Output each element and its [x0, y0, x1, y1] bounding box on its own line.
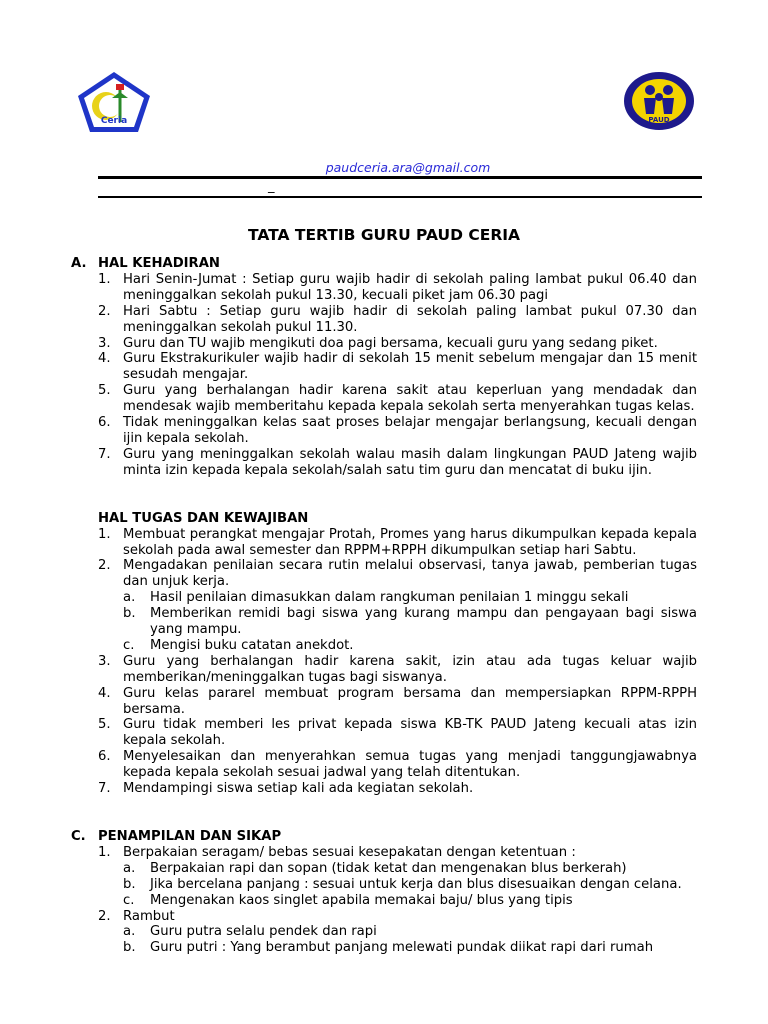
list-item — [71, 415, 697, 447]
list-item-text: Menyelesaikan dan menyerahkan semua tugas yang menjadi tanggungjawabnya kepada kepala sekolah sesuai jadwal yang telah ditentukan. — [123, 749, 697, 781]
document-body — [71, 256, 697, 956]
list-item-text: Guru yang berhalangan hadir karena sakit, izin atau ada tugas keluar wajib memberikan/meninggalkan tugas bagi siswanya. — [123, 653, 697, 685]
header-rule-bottom — [98, 196, 702, 198]
list-item-number: 3. — [98, 335, 111, 351]
list-item — [71, 304, 697, 336]
list-item-number: 7. — [98, 446, 111, 462]
list-item — [71, 909, 697, 925]
section-letter: A. — [71, 256, 87, 271]
sub-list-item-text: Memberikan remidi bagi siswa yang kurang mampu dan pengayaan bagi siswa yang mampu. — [150, 606, 697, 638]
paud-logo-right — [622, 70, 696, 132]
sub-list-item-letter: c. — [123, 637, 135, 653]
list-item-number: 5. — [98, 717, 111, 733]
sub-list-item — [71, 877, 697, 893]
sub-list-item-letter: a. — [123, 860, 136, 876]
section-title: HAL KEHADIRAN — [98, 256, 220, 271]
list-item-text: Guru yang berhalangan hadir karena sakit atau keperluan yang mendadak dan mendesak wajib memberitahu kepada kepala sekolah serta menyerahkan tugas kelas. — [123, 383, 697, 415]
sub-list-item-text: Berpakaian rapi dan sopan (tidak ketat dan mengenakan blus berkerah) — [150, 860, 627, 876]
list-item-text: Tidak meninggalkan kelas saat proses belajar mengajar berlangsung, kecuali dengan ijin kepala sekolah. — [123, 415, 697, 446]
list-item-number: 1. — [98, 271, 111, 287]
sub-list-item-text: Jika bercelana panjang : sesuai untuk kerja dan blus disesuaikan dengan celana. — [150, 876, 682, 892]
list-item — [71, 527, 697, 559]
list-item — [71, 654, 697, 686]
sub-list-item-letter: b. — [123, 606, 136, 622]
sub-list-item-text: Guru putra selalu pendek dan rapi — [150, 924, 377, 940]
sub-list-item-text: Hasil penilaian dimasukkan dalam rangkuman penilaian 1 minggu sekali — [150, 590, 629, 606]
list-item — [71, 717, 697, 749]
list-item-text: Membuat perangkat mengajar Protah, Promes yang harus dikumpulkan kepada kepala sekolah pada awal semester dan RPPM+RPPH dikumpulkan setiap hari Sabtu. — [123, 526, 697, 558]
sub-list-item — [71, 590, 697, 606]
sub-list-item — [71, 893, 697, 909]
school-logo-left — [76, 70, 152, 134]
list-item — [71, 686, 697, 718]
sub-list-item-text: Guru putri : Yang berambut panjang melewati pundak diikat rapi dari rumah — [150, 940, 654, 956]
list-item-number: 7. — [98, 781, 111, 797]
list-item-number: 2. — [98, 303, 111, 319]
sub-list-item — [71, 940, 697, 956]
list-item-text: Guru Ekstrakurikuler wajib hadir di sekolah 15 menit sebelum mengajar dan 15 menit sesudah mengajar. — [123, 351, 697, 383]
list-item-text: Guru kelas pararel membuat program bersama dan mempersiapkan RPPM-RPPH bersama. — [123, 685, 697, 717]
sub-list-item-letter: a. — [123, 924, 136, 940]
list-item-number: 3. — [98, 653, 111, 669]
document-title: TATA TERTIB GURU PAUD CERIA — [247, 226, 521, 244]
list-item-text: Guru yang meninggalkan sekolah walau masih dalam lingkungan PAUD Jateng wajib minta izin kepada kepala sekolah/salah satu tim guru dan mencatat di buku ijin. — [123, 446, 697, 478]
list-item-number: 2. — [98, 908, 111, 924]
sub-list-item-text: Mengenakan kaos singlet apabila memakai baju/ blus yang tipis — [150, 892, 573, 908]
sub-list-item-letter: b. — [123, 876, 136, 892]
list-item-number: 4. — [98, 685, 111, 701]
list-item — [71, 558, 697, 590]
list-item-text: Guru dan TU wajib mengikuti doa pagi bersama, kecuali guru yang sedang piket. — [123, 335, 658, 351]
section-title: PENAMPILAN DAN SIKAP — [98, 829, 282, 844]
sub-list-item-letter: c. — [123, 892, 135, 908]
list-item — [71, 781, 697, 797]
list-item-number: 5. — [98, 383, 111, 399]
sub-list-item-letter: b. — [123, 940, 136, 956]
list-item-number: 6. — [98, 415, 111, 431]
list-item-number: 1. — [98, 526, 111, 542]
list-item-number: 4. — [98, 351, 111, 367]
section-heading — [71, 256, 697, 272]
sub-list-item — [71, 861, 697, 877]
section-letter: C. — [71, 829, 86, 844]
list-item-number: 1. — [98, 844, 111, 860]
list-item-text: Berpakaian seragam/ bebas sesuai kesepakatan dengan ketentuan : — [123, 844, 576, 860]
header-rule-top — [98, 176, 702, 179]
section-spacer — [71, 797, 697, 829]
list-item — [71, 447, 697, 479]
left-logo-text: Ceria — [100, 116, 128, 126]
list-item — [71, 272, 697, 304]
sub-list-item — [71, 638, 697, 654]
section-title: HAL TUGAS DAN KEWAJIBAN — [98, 510, 309, 526]
header-dash: _ — [268, 179, 275, 194]
list-item — [71, 351, 697, 383]
list-item-text: Mengadakan penilaian secara rutin melalui observasi, tanya jawab, pemberian tugas dan unjuk kerja. — [123, 558, 697, 590]
list-item — [71, 383, 697, 415]
list-item-text: Rambut — [123, 908, 175, 924]
list-item — [71, 749, 697, 781]
school-email[interactable]: paudceria.ara@gmail.com — [325, 160, 491, 175]
right-logo-text: PAUD — [648, 116, 670, 124]
list-item-number: 2. — [98, 558, 111, 574]
list-item-text: Mendampingi siswa setiap kali ada kegiatan sekolah. — [123, 781, 474, 797]
section-heading — [71, 511, 697, 527]
list-item — [71, 336, 697, 352]
section-spacer — [71, 479, 697, 511]
section-letter — [71, 511, 98, 527]
sub-list-item — [71, 606, 697, 638]
list-item — [71, 845, 697, 861]
list-item-text: Hari Senin-Jumat : Setiap guru wajib hadir di sekolah paling lambat pukul 06.40 dan meninggalkan sekolah pukul 13.30, kecuali piket jam 06.30 pagi — [123, 271, 697, 303]
section-heading — [71, 829, 697, 845]
sub-list-item-letter: a. — [123, 590, 136, 606]
list-item-number: 6. — [98, 749, 111, 765]
list-item-text: Hari Sabtu : Setiap guru wajib hadir di sekolah paling lambat pukul 07.30 dan meninggalkan sekolah pukul 11.30. — [123, 303, 697, 335]
sub-list-item-text: Mengisi buku catatan anekdot. — [150, 637, 354, 653]
list-item-text: Guru tidak memberi les privat kepada siswa KB-TK PAUD Jateng kecuali atas izin kepala sekolah. — [123, 717, 697, 749]
sub-list-item — [71, 924, 697, 940]
